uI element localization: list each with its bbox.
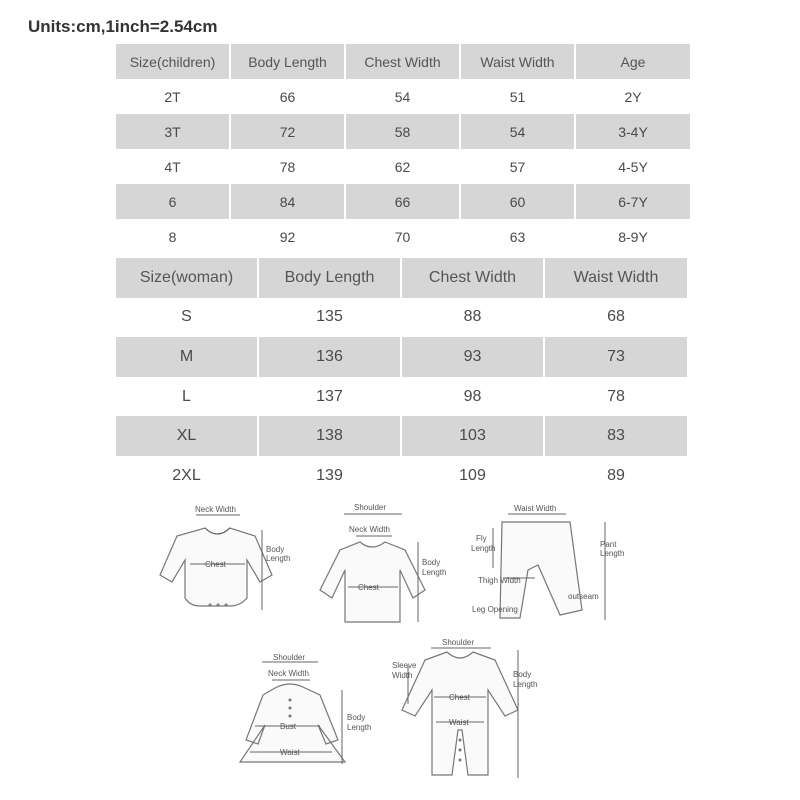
table-cell: 88 (463, 308, 482, 326)
bodysuit-neck-label: Neck Width (195, 505, 236, 514)
table-cell: 92 (279, 228, 296, 245)
tshirt-body-label: Body (422, 558, 441, 567)
table-cell: 84 (231, 184, 344, 219)
pants-fly-length-label: Length (471, 544, 496, 553)
tshirt-diagram (320, 503, 446, 622)
table-header: Size(children) (116, 44, 229, 79)
table-cell: 137 (316, 387, 343, 405)
table-cell: 83 (545, 416, 687, 456)
table-cell: 72 (231, 114, 344, 149)
table-header: Chest Width (346, 44, 459, 79)
table-header: Size(woman) (116, 258, 257, 298)
dress-waist-label: Waist (280, 748, 300, 757)
tshirt-shoulder-label: Shoulder (354, 503, 387, 512)
romper-waist-label: Waist (449, 718, 469, 727)
romper-length-label: Length (513, 680, 538, 689)
romper-chest-label: Chest (449, 693, 470, 702)
pants-diagram (471, 504, 624, 620)
units-note: Units:cm,1inch=2.54cm (28, 17, 218, 36)
table-cell: 62 (394, 158, 411, 175)
pants-pant-label: Pant (600, 540, 617, 549)
table-cell: 2XL (172, 466, 201, 484)
dress-body-label: Body (347, 713, 366, 722)
romper-diagram (392, 638, 537, 778)
table-cell: 93 (402, 337, 543, 377)
table-cell: 136 (259, 337, 400, 377)
pants-waist-label: Waist Width (514, 504, 557, 513)
tshirt-length-label: Length (422, 568, 447, 577)
table-header: Waist Width (545, 258, 687, 298)
romper-sleeve-label: Sleeve (392, 661, 417, 670)
table-cell: 57 (509, 158, 526, 175)
table-cell: M (116, 337, 257, 377)
dress-neck-label: Neck Width (268, 669, 309, 678)
table-cell: 103 (402, 416, 543, 456)
table-header: Waist Width (461, 44, 574, 79)
romper-sleeve-width-label: Width (392, 671, 413, 680)
romper-body-label: Body (513, 670, 532, 679)
table-cell: 78 (279, 158, 296, 175)
table-cell: L (182, 387, 191, 405)
table-header: Age (576, 44, 690, 79)
table-cell: 54 (461, 114, 574, 149)
table-cell: 8-9Y (618, 228, 648, 245)
table-cell: 73 (545, 337, 687, 377)
table-header: Chest Width (402, 258, 543, 298)
table-cell: 51 (509, 88, 526, 105)
romper-shoulder-label: Shoulder (442, 638, 475, 647)
dress-shoulder-label: Shoulder (273, 653, 306, 662)
table-cell: 2T (164, 88, 181, 105)
table-cell: 4T (164, 158, 181, 175)
dress-bust-label: Bust (280, 722, 297, 731)
table-cell: 78 (607, 387, 625, 405)
table-cell: 138 (259, 416, 400, 456)
table-cell: 109 (459, 466, 486, 484)
table-cell: 4-5Y (618, 158, 648, 175)
pants-fly-label: Fly (476, 534, 487, 543)
bodysuit-chest-label: Chest (205, 560, 226, 569)
bodysuit-body-label: Body (266, 545, 285, 554)
table-cell: 135 (316, 308, 343, 326)
pants-outseam-label: outseam (568, 592, 599, 601)
bodysuit-length-label: Length (266, 554, 291, 563)
table-cell: 8 (168, 228, 177, 245)
dress-length-label: Length (347, 723, 372, 732)
pants-leg-label: Leg Opening (472, 605, 518, 614)
table-cell: 70 (394, 228, 411, 245)
table-header: Body Length (259, 258, 400, 298)
table-cell: 6-7Y (576, 184, 690, 219)
table-cell: 139 (316, 466, 343, 484)
table-cell: 68 (607, 308, 625, 326)
table-header: Body Length (231, 44, 344, 79)
bodysuit-diagram (160, 505, 290, 610)
table-cell: 98 (463, 387, 482, 405)
table-cell: 66 (279, 88, 296, 105)
table-cell: 2Y (624, 88, 642, 105)
table-cell: 58 (346, 114, 459, 149)
table-cell: 3T (116, 114, 229, 149)
table-cell: 6 (116, 184, 229, 219)
table-cell: 63 (509, 228, 526, 245)
table-cell: 89 (607, 466, 625, 484)
pants-thigh-label: Thigh Width (478, 576, 521, 585)
table-cell: 3-4Y (576, 114, 690, 149)
table-cell: XL (116, 416, 257, 456)
dress-diagram (240, 653, 371, 764)
table-cell: 60 (461, 184, 574, 219)
tshirt-chest-label: Chest (358, 583, 379, 592)
pants-pant-length-label: Length (600, 549, 625, 558)
tshirt-neck-label: Neck Width (349, 525, 390, 534)
table-cell: S (181, 308, 192, 326)
table-cell: 66 (346, 184, 459, 219)
table-cell: 54 (394, 88, 411, 105)
